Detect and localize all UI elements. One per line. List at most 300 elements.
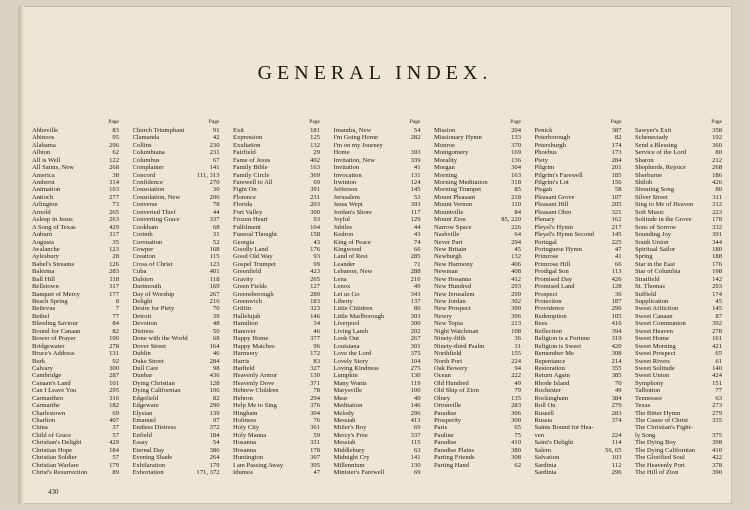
entry-title: Columbus bbox=[132, 156, 160, 164]
entry-page-number: 317 bbox=[109, 283, 119, 291]
entry-title: Newman bbox=[434, 268, 458, 276]
index-entry bbox=[334, 201, 421, 208]
index-entry bbox=[334, 335, 421, 342]
index-entry bbox=[434, 402, 521, 409]
entry-title: Loving Kindness bbox=[333, 365, 379, 372]
entry-page-number: 47 bbox=[313, 469, 320, 477]
entry-title: Church Triumphant bbox=[132, 127, 185, 134]
entry-title: Christian Soldier bbox=[32, 454, 77, 462]
entry-page-number: 203 bbox=[310, 201, 320, 209]
entry-title: Talbotton bbox=[635, 387, 661, 395]
entry-title: Exhortation bbox=[132, 469, 164, 477]
index-entry bbox=[32, 410, 119, 417]
entry-page-number: 174 bbox=[611, 141, 622, 149]
index-entry bbox=[434, 246, 521, 253]
index-entry bbox=[32, 358, 119, 365]
entry-page-number: 312 bbox=[712, 201, 722, 209]
entry-page-number: 318 bbox=[511, 179, 521, 187]
entry-title: Fight On bbox=[233, 186, 257, 194]
index-entry bbox=[133, 469, 220, 476]
entry-page-number: 394 bbox=[611, 327, 622, 335]
entry-title: Elysian bbox=[132, 409, 153, 417]
index-entry bbox=[233, 358, 320, 365]
index-entry bbox=[434, 387, 521, 394]
index-entry bbox=[334, 164, 421, 171]
entry-title: Salvation bbox=[534, 454, 560, 462]
entry-page-number: 358 bbox=[712, 127, 722, 134]
entry-page-number: 45 bbox=[514, 246, 521, 253]
entry-page-number: 70 bbox=[212, 305, 220, 313]
index-entry bbox=[233, 387, 320, 394]
entry-title: Lumpkin bbox=[333, 372, 358, 380]
index-entry bbox=[434, 187, 521, 194]
index-entry bbox=[233, 194, 320, 201]
index-entry bbox=[334, 179, 421, 186]
entry-title: Eternal Day bbox=[132, 446, 165, 454]
entry-title: Calvary bbox=[32, 365, 53, 372]
index-entry bbox=[434, 127, 521, 134]
entry-page-number: 307 bbox=[310, 454, 320, 462]
entry-page-number: 107 bbox=[611, 193, 622, 201]
entry-page-number: 29 bbox=[313, 149, 320, 157]
index-entry bbox=[334, 157, 421, 164]
entry-title: Enfield bbox=[132, 431, 152, 439]
entry-page-number: 141 bbox=[410, 454, 421, 462]
entry-title: Midnight Cry bbox=[333, 454, 370, 462]
index-entry bbox=[334, 261, 421, 268]
entry-page-number: 224 bbox=[611, 431, 622, 439]
entry-title: Morning bbox=[434, 171, 458, 179]
index-entry bbox=[233, 291, 320, 298]
index-entry bbox=[233, 231, 320, 238]
entry-page-number: 296 bbox=[611, 305, 622, 313]
entry-title: Dublin bbox=[132, 350, 151, 358]
entry-title: Albion bbox=[32, 149, 51, 157]
entry-title: New Harmony bbox=[434, 260, 474, 268]
index-entry bbox=[32, 439, 119, 446]
index-entry bbox=[334, 142, 421, 149]
entry-title: Sweet Affliction bbox=[635, 305, 679, 313]
entry-title: Minister's Farewell bbox=[333, 469, 385, 477]
entry-page-number: 53 bbox=[413, 193, 421, 201]
index-entry bbox=[233, 425, 320, 432]
entry-title: Family Circle bbox=[233, 171, 270, 179]
index-entry bbox=[635, 164, 722, 171]
entry-page-number: 82 bbox=[112, 327, 119, 335]
index-entry bbox=[434, 194, 521, 201]
index-entry bbox=[434, 380, 521, 387]
entry-title: Delight bbox=[132, 298, 153, 306]
entry-title: Abinoos bbox=[32, 134, 55, 142]
index-entry bbox=[635, 454, 722, 461]
index-entry bbox=[233, 462, 320, 469]
entry-page-number: 288 bbox=[410, 268, 421, 276]
entry-title: The Heavenly Port bbox=[635, 461, 685, 469]
entry-title: Essay bbox=[132, 439, 148, 447]
entry-title: Lena bbox=[333, 275, 347, 283]
index-entry bbox=[635, 343, 722, 350]
index-entry bbox=[32, 283, 119, 290]
index-entry bbox=[233, 335, 320, 342]
entry-title: Heavenly Armor bbox=[233, 372, 278, 380]
entry-page-number: 390 bbox=[712, 469, 722, 477]
entry-title: Marysville bbox=[333, 387, 363, 395]
index-entry bbox=[635, 291, 722, 298]
entry-title: Sweet Canaan bbox=[635, 312, 673, 320]
entry-title: Charlestown bbox=[32, 409, 66, 417]
index-entry bbox=[434, 454, 521, 461]
index-entry bbox=[32, 365, 119, 372]
entry-title: Parting Hand bbox=[434, 461, 469, 469]
index-entry bbox=[334, 291, 421, 298]
entry-page-number: 402 bbox=[310, 156, 320, 164]
index-entry bbox=[334, 313, 421, 320]
entry-title: Plenary bbox=[534, 216, 555, 224]
entry-page-number: 66 bbox=[413, 246, 421, 253]
entry-page-number: 361 bbox=[310, 424, 320, 432]
entry-page-number: 79 bbox=[514, 387, 521, 395]
entry-title: Harris bbox=[233, 357, 250, 365]
entry-page-number: 182 bbox=[109, 402, 119, 410]
index-column bbox=[535, 118, 622, 484]
entry-title: ly Song bbox=[635, 431, 656, 439]
index-entry bbox=[535, 320, 622, 327]
entry-title: Greensborough bbox=[233, 290, 274, 298]
entry-page-number: 304 bbox=[511, 164, 521, 172]
entry-page-number: 214 bbox=[611, 357, 622, 365]
entry-page-number: 132 bbox=[310, 141, 320, 149]
index-entry bbox=[133, 291, 220, 298]
entry-title: Cookham bbox=[132, 223, 159, 231]
index-entry bbox=[334, 283, 421, 290]
index-entry bbox=[535, 439, 622, 446]
entry-title: Ball Hill bbox=[32, 275, 55, 283]
index-entry bbox=[635, 231, 722, 238]
index-entry bbox=[334, 395, 421, 402]
entry-page-number: 139 bbox=[209, 409, 220, 417]
entry-page-number: 77 bbox=[112, 312, 119, 320]
index-entry bbox=[133, 328, 220, 335]
entry-title: A Song of Texas bbox=[32, 223, 76, 231]
index-entry bbox=[334, 469, 421, 476]
entry-title: Holy City bbox=[233, 424, 260, 432]
index-entry bbox=[635, 387, 722, 394]
entry-title: Star of Columbia bbox=[635, 268, 681, 276]
entry-title: Newburgh bbox=[434, 253, 462, 261]
entry-title: Send a Blessing bbox=[635, 141, 678, 149]
index-entry bbox=[535, 164, 622, 171]
entry-page-number: 56, 65 bbox=[605, 446, 622, 454]
entry-title: Return Again bbox=[534, 372, 570, 380]
entry-page-number: 141 bbox=[209, 164, 220, 172]
entry-page-number: 78 bbox=[313, 387, 320, 395]
entry-page-number: 327 bbox=[310, 365, 320, 372]
index-entry bbox=[434, 291, 521, 298]
entry-page-number: 130 bbox=[410, 461, 421, 469]
entry-page-number: 285 bbox=[410, 253, 421, 261]
entry-page-number: 122 bbox=[109, 156, 119, 164]
entry-title: Hallelujah bbox=[233, 312, 261, 320]
index-entry bbox=[32, 313, 119, 320]
index-entry bbox=[635, 224, 722, 231]
index-entry bbox=[133, 313, 220, 320]
entry-title: Morning Trumpet bbox=[434, 186, 482, 194]
entry-page-number: 178 bbox=[310, 446, 320, 454]
entry-page-number: 279 bbox=[611, 402, 622, 410]
entry-page-number: 202 bbox=[410, 327, 421, 335]
entry-page-number: 179 bbox=[109, 461, 119, 469]
entry-title: Irwinton bbox=[333, 179, 357, 187]
entry-page-number: 164 bbox=[209, 342, 220, 350]
index-entry bbox=[535, 402, 622, 409]
entry-page-number: 371 bbox=[310, 379, 320, 387]
entry-title: Corinth bbox=[132, 231, 153, 239]
entry-page-number: 300 bbox=[410, 320, 421, 328]
index-entry bbox=[133, 187, 220, 194]
entry-title: Mission bbox=[434, 127, 456, 134]
index-entry bbox=[233, 187, 320, 194]
entry-page-number: 390 bbox=[511, 305, 521, 313]
index-entry bbox=[32, 179, 119, 186]
index-entry bbox=[635, 469, 722, 476]
entry-title: Imandra, New bbox=[333, 127, 372, 134]
entry-title: St. Thomas bbox=[635, 283, 665, 291]
index-entry bbox=[635, 432, 722, 439]
index-entry bbox=[233, 402, 320, 409]
entry-page-number: 41 bbox=[614, 253, 622, 261]
index-entry bbox=[635, 261, 722, 268]
entry-title: Exhilaration bbox=[132, 461, 166, 469]
index-entry bbox=[133, 127, 220, 134]
entry-title: Sweet Communion bbox=[635, 320, 686, 328]
entry-title: Tennessee bbox=[635, 394, 662, 402]
index-entry bbox=[334, 410, 421, 417]
entry-title: Paradise bbox=[434, 409, 457, 417]
entry-page-number: 44 bbox=[413, 223, 421, 231]
entry-page-number: 339 bbox=[410, 156, 421, 164]
entry-page-number: 98 bbox=[212, 365, 220, 372]
entry-page-number: 283 bbox=[611, 409, 622, 417]
entry-title: Carmarthen bbox=[32, 394, 64, 402]
entry-page-number: 374 bbox=[611, 417, 622, 425]
entry-page-number: 169 bbox=[511, 149, 521, 157]
entry-title: Edgefield bbox=[132, 394, 159, 402]
index-entry bbox=[535, 380, 622, 387]
entry-page-number: 177 bbox=[109, 290, 119, 298]
entry-page-number: 156 bbox=[611, 179, 622, 187]
entry-page-number: 184 bbox=[109, 446, 119, 454]
entry-title: Hebron bbox=[233, 394, 253, 402]
entry-page-number: 263 bbox=[109, 216, 119, 224]
entry-page-number: 188 bbox=[712, 253, 722, 261]
index-entry bbox=[233, 134, 320, 141]
entry-title: New Jordan bbox=[434, 298, 466, 306]
index-entry bbox=[434, 142, 521, 149]
index-entry bbox=[133, 372, 220, 379]
entry-page-number: 268 bbox=[109, 164, 119, 172]
index-entry bbox=[635, 239, 722, 246]
index-entry bbox=[32, 209, 119, 216]
entry-page-number: 93 bbox=[313, 253, 320, 261]
entry-page-number: 123 bbox=[109, 246, 119, 253]
entry-title: Bound for Canaan bbox=[32, 327, 81, 335]
entry-page-number: 204 bbox=[511, 127, 521, 134]
entry-page-number: 49 bbox=[514, 379, 521, 387]
entry-page-number: 34 bbox=[313, 320, 320, 328]
index-entry bbox=[635, 395, 722, 402]
entry-title: Dunbar bbox=[132, 372, 153, 380]
column-page-header: Page bbox=[208, 119, 220, 125]
entry-page-number: 422 bbox=[712, 454, 722, 462]
entry-title: Paris bbox=[434, 424, 448, 432]
entry-title: Mear bbox=[333, 394, 348, 402]
index-entry bbox=[535, 447, 622, 454]
index-entry bbox=[233, 142, 320, 149]
entry-page-number: 303 bbox=[410, 312, 421, 320]
entry-page-number: 155 bbox=[511, 350, 521, 358]
entry-page-number: 146 bbox=[410, 402, 421, 410]
entry-title: Antioch bbox=[32, 193, 54, 201]
entry-page-number: 273 bbox=[712, 402, 722, 410]
entry-page-number: 136 bbox=[511, 156, 521, 164]
index-entry bbox=[233, 439, 320, 446]
entry-title: ven bbox=[534, 431, 545, 439]
index-entry bbox=[233, 179, 320, 186]
entry-title: Roll On bbox=[534, 402, 556, 410]
entry-page-number: 406 bbox=[511, 260, 521, 268]
entry-page-number: 355 bbox=[611, 365, 622, 372]
entry-page-number: 295 bbox=[109, 387, 119, 395]
entry-page-number: 93 bbox=[313, 216, 320, 224]
entry-title: Messiah bbox=[333, 417, 356, 425]
index-entry bbox=[233, 216, 320, 223]
entry-page-number: 36 bbox=[514, 335, 521, 343]
entry-title: Mercy's Free bbox=[333, 431, 368, 439]
index-entry bbox=[334, 320, 421, 327]
entry-page-number: 186 bbox=[712, 171, 722, 179]
entry-page-number: 205 bbox=[611, 201, 622, 209]
entry-title: Sing to Me of Heaven bbox=[635, 201, 694, 209]
index-entry bbox=[334, 268, 421, 275]
entry-title: Burk bbox=[32, 357, 46, 365]
entry-page-number: 398 bbox=[712, 439, 722, 447]
entry-title: Mountville bbox=[434, 208, 464, 216]
entry-title: Invocation bbox=[333, 171, 362, 179]
index-entry bbox=[133, 253, 220, 260]
entry-page-number: 314 bbox=[109, 179, 119, 187]
entry-title: Asleep in Jesus bbox=[32, 216, 73, 224]
entry-title: Invitation, New bbox=[333, 156, 375, 164]
index-entry bbox=[434, 283, 521, 290]
index-entry bbox=[32, 164, 119, 171]
index-entry bbox=[133, 239, 220, 246]
index-entry bbox=[535, 469, 622, 476]
entry-title: Hosanna bbox=[233, 439, 257, 447]
entry-title: Prospect bbox=[534, 290, 558, 298]
index-entry bbox=[434, 253, 521, 260]
entry-page-number: 375 bbox=[410, 350, 421, 358]
entry-title: The Dying Boy bbox=[635, 439, 677, 447]
entry-page-number: 369 bbox=[310, 171, 320, 179]
entry-page-number: 296 bbox=[611, 469, 622, 477]
entry-page-number: 192 bbox=[712, 134, 722, 142]
index-entry bbox=[133, 439, 220, 446]
entry-title: Fort Valley bbox=[233, 208, 263, 216]
entry-page-number: 265 bbox=[109, 208, 119, 216]
entry-page-number: 206 bbox=[209, 193, 220, 201]
entry-title: Russell bbox=[534, 409, 554, 417]
index-entry bbox=[133, 224, 220, 231]
entry-title: New Jerusalem bbox=[434, 290, 475, 298]
index-entry bbox=[233, 410, 320, 417]
entry-page-number: 78 bbox=[212, 201, 220, 209]
index-entry bbox=[434, 172, 521, 179]
index-entry bbox=[133, 268, 220, 275]
entry-title: Millennium bbox=[333, 461, 365, 469]
entry-page-number: 145 bbox=[410, 186, 421, 194]
index-entry bbox=[535, 283, 622, 290]
index-entry bbox=[434, 439, 521, 446]
index-entry bbox=[32, 425, 119, 432]
index-entry bbox=[535, 432, 622, 439]
entry-title: The Bitter Hymn bbox=[635, 409, 681, 417]
entry-page-number: 52 bbox=[212, 238, 220, 246]
index-entry bbox=[635, 253, 722, 260]
entry-title: Pleasant Grove bbox=[534, 193, 575, 201]
index-entry bbox=[434, 276, 521, 283]
index-entry bbox=[434, 164, 521, 171]
index-entry bbox=[434, 395, 521, 402]
index-entry bbox=[434, 372, 521, 379]
index-entry bbox=[233, 172, 320, 179]
index-column bbox=[434, 118, 521, 484]
entry-page-number: 69 bbox=[112, 409, 119, 417]
entry-title: Sweet Union bbox=[635, 372, 670, 380]
entry-title: Fulfilment bbox=[233, 223, 261, 231]
entry-page-number: 96 bbox=[313, 342, 320, 350]
entry-title: Day of Worship bbox=[132, 290, 175, 298]
index-entry bbox=[535, 127, 622, 134]
index-entry bbox=[635, 439, 722, 446]
index-entry bbox=[334, 231, 421, 238]
index-entry bbox=[535, 179, 622, 186]
index-entry bbox=[32, 432, 119, 439]
entry-title: South Union bbox=[635, 238, 669, 246]
entry-title: Creation bbox=[132, 253, 156, 261]
entry-page-number: 265 bbox=[310, 275, 320, 283]
entry-title: Mount Zion bbox=[434, 216, 466, 224]
entry-title: Hamilton bbox=[233, 320, 258, 328]
index-entry bbox=[535, 209, 622, 216]
index-entry bbox=[233, 350, 320, 357]
entry-page-number: 278 bbox=[712, 327, 722, 335]
entry-title: Carmarthe bbox=[32, 402, 60, 410]
index-entry bbox=[434, 313, 521, 320]
index-entry bbox=[535, 268, 622, 275]
entry-title: Canaan's Land bbox=[32, 379, 71, 387]
entry-page-number: 105 bbox=[611, 312, 622, 320]
index-entry bbox=[334, 462, 421, 469]
index-column bbox=[635, 118, 722, 484]
entry-title: Babel's Streams bbox=[32, 260, 75, 268]
entry-page-number: 54 bbox=[212, 439, 220, 447]
index-entry bbox=[334, 216, 421, 223]
index-entry bbox=[535, 276, 622, 283]
entry-page-number: 76 bbox=[313, 417, 320, 425]
entry-page-number: 124 bbox=[410, 179, 421, 187]
entry-page-number: 387 bbox=[611, 127, 622, 134]
entry-page-number: 104 bbox=[310, 223, 320, 231]
